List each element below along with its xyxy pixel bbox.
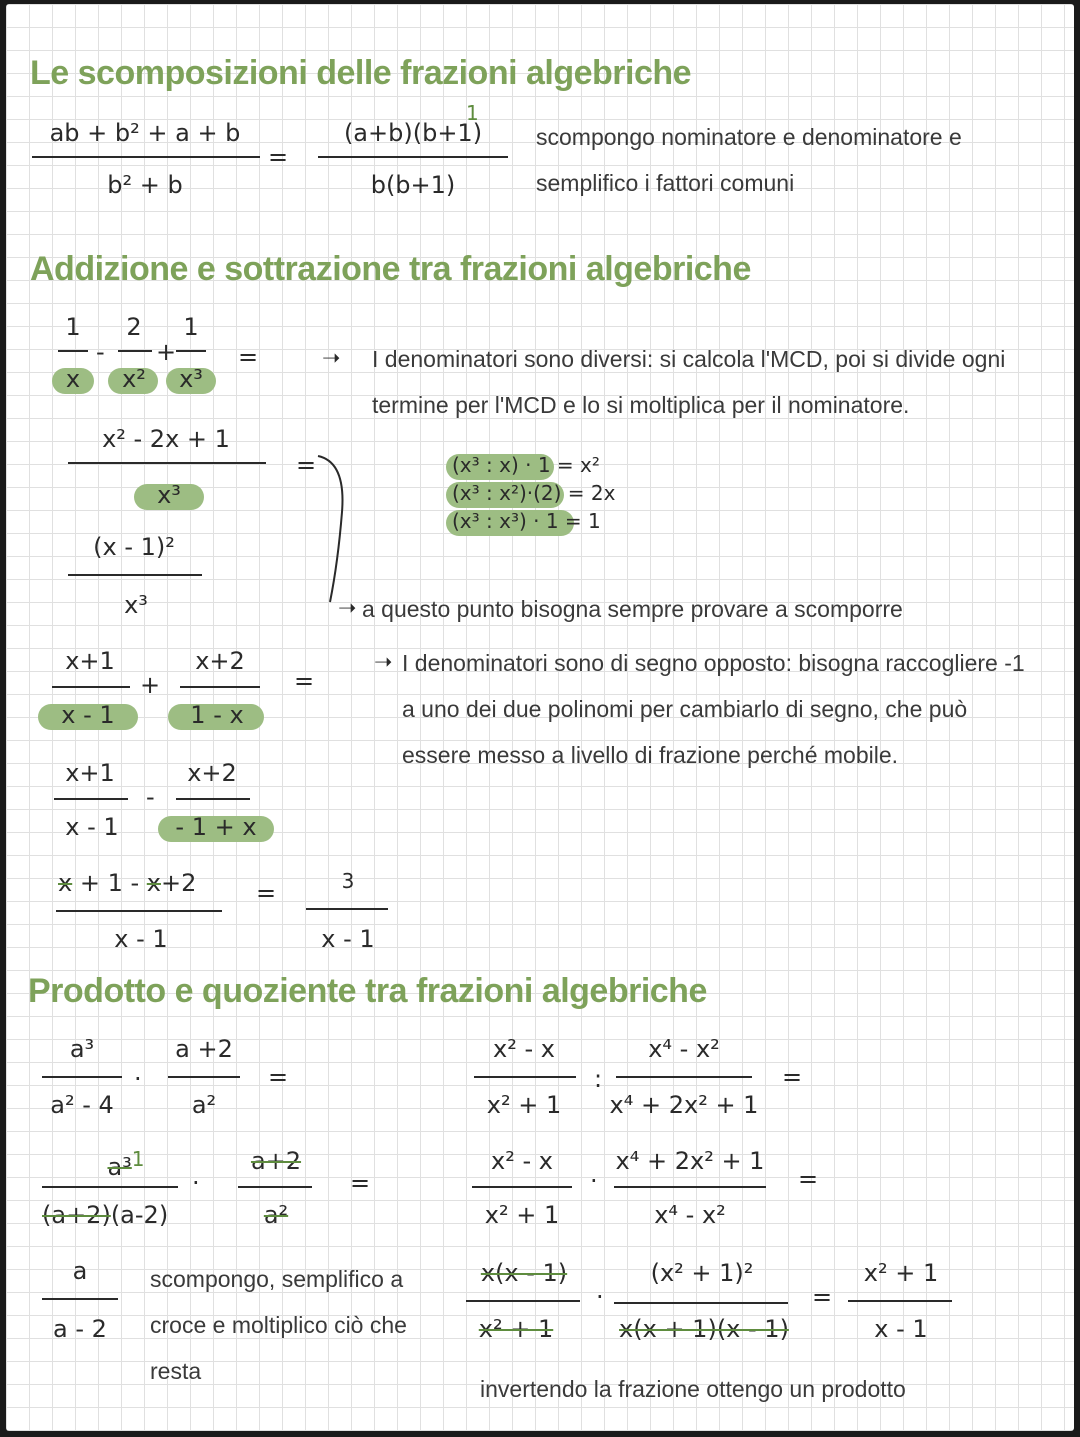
cancelled-term: x(x - 1): [480, 1259, 568, 1287]
ex1-f1-num: 1: [65, 313, 81, 341]
fraction-bar: [58, 350, 88, 352]
arrow-right-icon: ➝: [374, 650, 393, 675]
cancelled-term: a³: [107, 1153, 132, 1181]
ex2-note: I denominatori sono di segno opposto: bisogna raccogliere -1 a uno dei due polinomi per cambiarlo di segno, che può essere messo a livello di frazione perché mobile.: [402, 650, 1025, 768]
fraction-bar: [118, 350, 152, 352]
minus-sign: -: [146, 783, 155, 811]
ex2-result-den: x - 1: [321, 925, 375, 953]
cancelled-term: x: [146, 869, 161, 897]
fraction-bar: [42, 1076, 122, 1078]
fraction-bar: [616, 1076, 752, 1078]
cancelled-term: x(x + 1)(x - 1): [619, 1315, 789, 1343]
dot-operator: ·: [134, 1065, 142, 1093]
cancel-mark: 1: [466, 101, 479, 125]
equals-sign: =: [238, 343, 259, 371]
cancelled-term: x: [58, 869, 73, 897]
s3l-f1-den: a² - 4: [50, 1091, 114, 1119]
cancel-mark: 1: [131, 1147, 145, 1171]
cancelled-term: a²: [263, 1201, 289, 1229]
s3l-result-den: a - 2: [53, 1315, 107, 1343]
equals-sign: =: [294, 667, 315, 695]
s1-numerator-2: (a+b)(b+1): [343, 119, 483, 147]
s3r-result-num: x² + 1: [863, 1259, 939, 1287]
s3r-g2-den: x⁴ - x²: [654, 1201, 726, 1229]
mcd-step-2: (x³ : x²)·(2) = 2x: [452, 481, 616, 505]
plus-sign: +: [140, 671, 161, 699]
fraction-bar: [238, 1186, 312, 1188]
cancelled-term: (a+2): [42, 1201, 111, 1229]
ex2-f2-num: x+2: [195, 647, 245, 675]
minus-sign: -: [96, 338, 105, 366]
fraction-bar: [32, 156, 260, 158]
s3l-f2-den: a²: [191, 1091, 217, 1119]
fraction-bar: [472, 1186, 572, 1188]
fraction-bar: [176, 798, 250, 800]
s3l-f2-num: a +2: [175, 1035, 233, 1063]
ex1-note2: a questo punto bisogna sempre provare a scomporre: [362, 596, 903, 622]
term: + 1 -: [79, 869, 140, 897]
s3l-f1-num: a³: [69, 1035, 95, 1063]
ex1-f2-num: 2: [126, 313, 142, 341]
s3r-f1-num: x² - x: [493, 1035, 555, 1063]
ex1-f3-den: x³: [179, 365, 203, 393]
notes-page: [6, 4, 1074, 1431]
dot-operator: ·: [590, 1167, 598, 1195]
s3r-note: invertendo la frazione ottengo un prodotto: [480, 1376, 906, 1402]
fraction-bar: [168, 1076, 240, 1078]
equals-sign: =: [350, 1169, 371, 1197]
cancelled-term: a+2: [250, 1147, 302, 1175]
fraction-bar: [306, 908, 388, 910]
fraction-bar: [42, 1298, 118, 1300]
ex1-f2-den: x²: [122, 365, 146, 393]
ex2-f1-num: x+1: [65, 647, 115, 675]
ex2-g2-num: x+2: [187, 759, 237, 787]
s3r-f2-num: x⁴ - x²: [648, 1035, 720, 1063]
ex2-g1-num: x+1: [65, 759, 115, 787]
ex2-h-num: [58, 870, 196, 896]
s3l-note: scompongo, semplifico a croce e moltiplico ciò che resta: [150, 1266, 407, 1384]
ex2-h-den: x - 1: [114, 925, 168, 953]
s3r-h1-num: [464, 1260, 584, 1286]
s3l-result-num: a: [72, 1257, 88, 1285]
ex2-f2-den: 1 - x: [190, 701, 244, 729]
section-title-scomposizioni: Le scomposizioni delle frazioni algebriche: [30, 54, 692, 92]
s3r-f2-den: x⁴ + 2x² + 1: [609, 1091, 759, 1119]
fraction-bar: [466, 1300, 580, 1302]
ex1-r2-num: (x - 1)²: [93, 533, 175, 561]
fraction-bar: [54, 798, 128, 800]
s3r-h2-num: (x² + 1)²: [650, 1259, 754, 1287]
s3r-h1-den: [464, 1316, 568, 1342]
ex2-g1-den: x - 1: [65, 813, 119, 841]
equals-sign: =: [296, 451, 317, 479]
equals-sign: =: [268, 1063, 289, 1091]
fraction-bar: [68, 462, 266, 464]
ex2-f1-den: x - 1: [61, 701, 115, 729]
section-title-addizione: Addizione e sottrazione tra frazioni algebriche: [30, 250, 751, 288]
s3r-f1-den: x² + 1: [486, 1091, 562, 1119]
dot-operator: ·: [192, 1169, 200, 1197]
s1-note: scompongo nominatore e denominatore e semplifico i fattori comuni: [536, 124, 962, 196]
fraction-bar: [68, 574, 202, 576]
ex1-f3-num: 1: [183, 313, 199, 341]
s3l-g1-den: [42, 1202, 168, 1228]
equals-sign: =: [256, 879, 277, 907]
equals-sign: =: [812, 1283, 833, 1311]
fraction-bar: [614, 1186, 766, 1188]
fraction-bar: [180, 686, 260, 688]
cancelled-term: x² + 1: [478, 1315, 554, 1343]
section-title-prodotto: Prodotto e quoziente tra frazioni algebriche: [28, 972, 707, 1010]
s3r-g1-num: x² - x: [491, 1147, 553, 1175]
equals-sign: =: [782, 1063, 803, 1091]
mcd-step-1: (x³ : x) · 1 = x²: [452, 453, 600, 477]
plus-sign: +: [156, 338, 177, 366]
s3l-g1-num: [96, 1148, 156, 1180]
s3r-h2-den: [606, 1316, 802, 1342]
fraction-bar: [848, 1300, 952, 1302]
fraction-bar: [42, 1186, 178, 1188]
ex1-r1-den: x³: [157, 481, 181, 509]
ex1-r2-den: x³: [124, 591, 148, 619]
ex1-note: I denominatori sono diversi: si calcola l'MCD, poi si divide ogni termine per l'MCD e lo si moltiplica per il nominatore.: [372, 346, 1006, 418]
term: +2: [160, 869, 197, 897]
fraction-bar: [176, 350, 206, 352]
term: (a-2): [110, 1201, 169, 1229]
fraction-bar: [474, 1076, 576, 1078]
s1-denominator-2: b(b+1): [370, 171, 456, 199]
fraction-bar: [52, 686, 130, 688]
s3l-g2-den: [238, 1202, 314, 1228]
s3r-g1-den: x² + 1: [484, 1201, 560, 1229]
equals-sign: =: [798, 1165, 819, 1193]
ex2-g2-den: - 1 + x: [175, 813, 257, 841]
s1-denominator-1: b² + b: [107, 171, 183, 199]
ex1-r1-num: x² - 2x + 1: [102, 425, 230, 453]
s3r-result-den: x - 1: [874, 1315, 928, 1343]
mcd-step-3: (x³ : x³) · 1 = 1: [452, 509, 601, 533]
s3r-g2-num: x⁴ + 2x² + 1: [615, 1147, 765, 1175]
ex2-result-num: 3: [341, 869, 355, 893]
division-operator: :: [594, 1065, 603, 1093]
s3l-g2-num: [238, 1148, 314, 1174]
fraction-bar: [318, 156, 508, 158]
ex1-f1-den: x: [65, 365, 81, 393]
arrow-right-icon: ➝: [338, 596, 357, 621]
arrow-right-icon: ➝: [322, 346, 341, 371]
s1-numerator-1: ab + b² + a + b: [49, 119, 241, 147]
fraction-bar: [614, 1302, 788, 1304]
equals-sign: =: [268, 143, 289, 171]
dot-operator: ·: [596, 1283, 604, 1311]
fraction-bar: [56, 910, 222, 912]
